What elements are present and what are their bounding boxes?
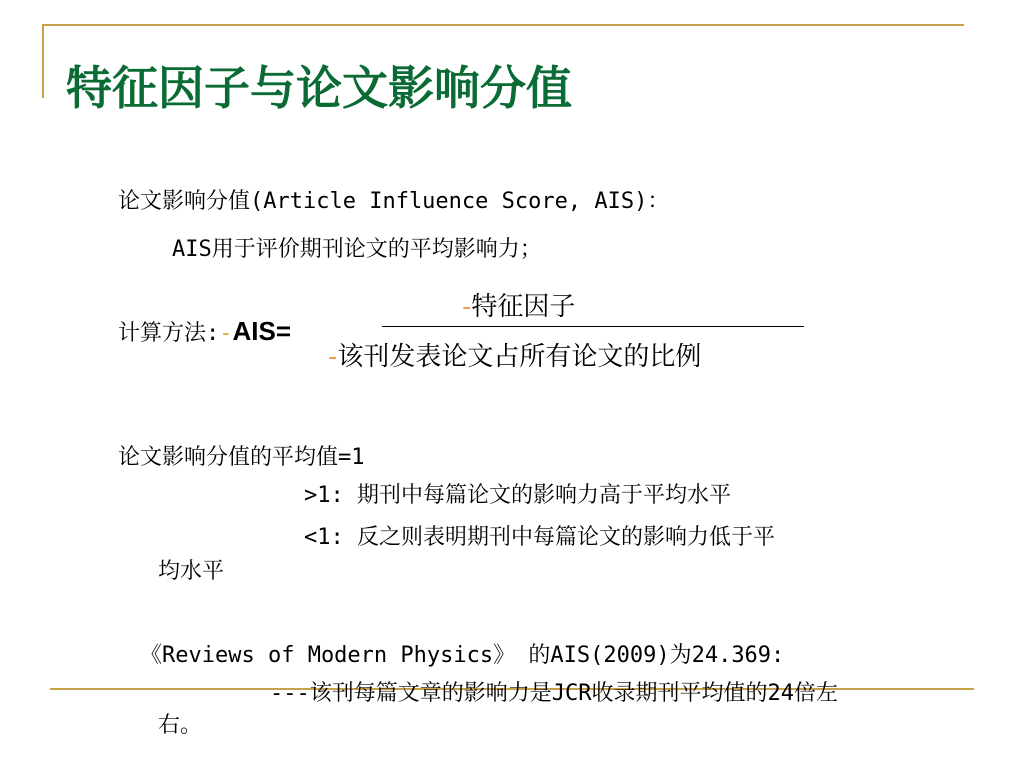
numerator-dash: - (462, 292, 472, 322)
above-average-line: >1: 期刊中每篇论文的影响力高于平均水平 (304, 483, 731, 508)
example-conclusion-cont: 右。 (158, 713, 203, 738)
formula-label-text: 计算方法: (118, 321, 220, 346)
below-average-line: <1: 反之则表明期刊中每篇论文的影响力低于平 (304, 525, 775, 550)
formula-lhs: AIS= (232, 316, 292, 346)
formula-numerator (462, 290, 575, 324)
formula-label (118, 316, 291, 349)
denominator-dash: - (328, 342, 338, 372)
purpose-text: AIS用于评价期刊论文的平均影响力； (172, 237, 542, 262)
numerator-text: 特征因子 (471, 292, 576, 322)
slide-title: 特征因子与论文影响分值 (66, 61, 572, 115)
formula-denominator (328, 340, 701, 374)
below-average-line-cont: 均水平 (158, 559, 225, 584)
example-conclusion: ---该刊每篇文章的影响力是JCR收录期刊平均值的24倍左 (270, 681, 838, 706)
fraction-bar (382, 326, 804, 327)
denominator-text: 该刊发表论文占所有论文的比例 (337, 342, 702, 372)
example-line: 《Reviews of Modern Physics》 的AIS(2009)为24.369: (140, 643, 785, 668)
average-heading: 论文影响分值的平均值=1 (118, 445, 365, 470)
left-border-line (42, 24, 44, 98)
definition-text: 论文影响分值(Article Influence Score, AIS)： (118, 189, 670, 214)
top-border-line (42, 24, 964, 26)
formula-dash: - (219, 321, 233, 346)
